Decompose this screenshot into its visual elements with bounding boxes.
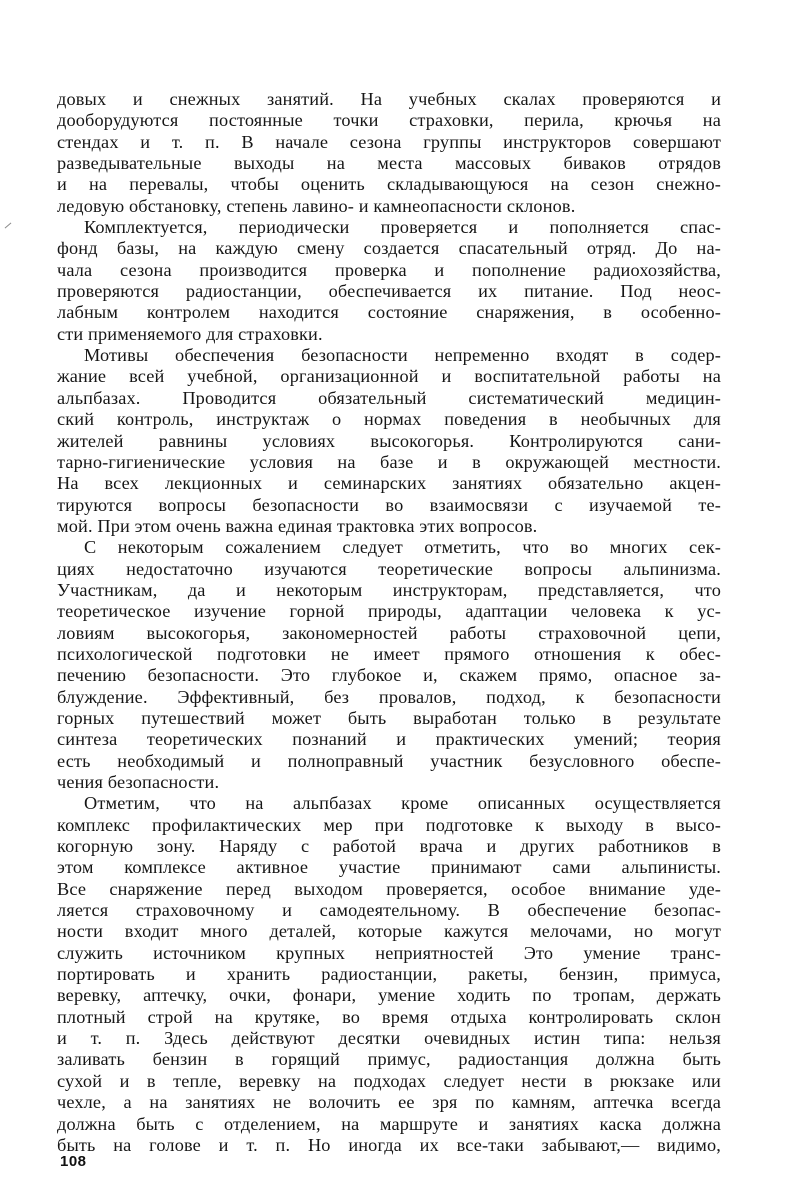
page-number: 108 bbox=[60, 1153, 87, 1170]
text-line: тируются вопросы безопасности во взаимосвязи с изучаемой те- bbox=[57, 494, 721, 515]
text-line: лабным контролем находится состояние снаряжения, в особенно- bbox=[57, 302, 721, 323]
text-line: Участникам, да и некоторым инструкторам, представляется, что bbox=[57, 579, 721, 600]
text-line: альпбазах. Проводится обязательный систематический медицин- bbox=[57, 387, 721, 408]
paragraph bbox=[57, 345, 721, 537]
text-line: этом комплексе активное участие принимают сами альпинисты. bbox=[57, 857, 721, 878]
text-line: блуждение. Эффективный, без провалов, подход, к безопасности bbox=[57, 686, 721, 707]
margin-pencil-mark bbox=[5, 223, 12, 229]
text-line: ляется страховочному и самодеятельному. В обеспечение безопас- bbox=[57, 900, 721, 921]
text-line: На всех лекционных и семинарских занятиях обязательно акцен- bbox=[57, 473, 721, 494]
text-line: когорную зону. Наряду с работой врача и других работников в bbox=[57, 836, 721, 857]
text-line: проверяются радиостанции, обеспечивается их питание. Под неос- bbox=[57, 281, 721, 302]
text-line: психологической подготовки не имеет прямого отношения к обес- bbox=[57, 643, 721, 664]
paragraph bbox=[57, 89, 721, 217]
text-line: плотный строй на крутяке, во время отдыха контролировать склон bbox=[57, 1006, 721, 1027]
text-line: тарно-гигиенические условия на базе и в окружающей местности. bbox=[57, 451, 721, 472]
text-line: веревку, аптечку, очки, фонари, умение ходить по тропам, держать bbox=[57, 985, 721, 1006]
text-line: жителей равнины условиях высокогорья. Контролируются сани- bbox=[57, 430, 721, 451]
text-line: С некоторым сожалением следует отметить, что во многих сек- bbox=[84, 537, 721, 558]
text-line: чала сезона производится проверка и пополнение радиохозяйства, bbox=[57, 259, 721, 280]
text-line: комплекс профилактических мер при подготовке к выходу в высо- bbox=[57, 814, 721, 835]
text-line: Комплектуется, периодически проверяется и пополняется спас- bbox=[84, 217, 721, 238]
text-line: сти применяемого для страховки. bbox=[57, 323, 323, 344]
text-line: есть необходимый и полноправный участник безусловного обеспе- bbox=[57, 750, 721, 771]
paragraph bbox=[57, 793, 721, 1156]
text-line: чения безопасности. bbox=[57, 772, 220, 792]
text-line: жание всей учебной, организационной и воспитательной работы на bbox=[57, 366, 721, 387]
text-line: стендах и т. п. В начале сезона группы инструкторов совершают bbox=[57, 131, 721, 152]
text-line: ский контроль, инструктаж о нормах поведения в необычных для bbox=[57, 409, 721, 430]
text-line: мой. При этом очень важна единая трактовка этих вопросов. bbox=[57, 515, 538, 536]
text-line: синтеза теоретических познаний и практических умений; теория bbox=[57, 729, 721, 750]
paragraph bbox=[57, 217, 721, 345]
text-line: ности входит много деталей, которые кажутся мелочами, но могут bbox=[57, 921, 721, 942]
text-line: циях недостаточно изучаются теоретические вопросы альпинизма. bbox=[57, 558, 721, 579]
text-line: служить источником крупных неприятностей Это умение транс- bbox=[57, 942, 721, 963]
text-line: ледовую обстановку, степень лавино- и камнеопасности склонов. bbox=[57, 195, 576, 216]
text-line: разведывательные выходы на места массовых биваков отрядов bbox=[57, 153, 721, 174]
text-line: горных путешествий может быть выработан только в результате bbox=[57, 707, 721, 728]
text-line: должна быть с отделением, на маршруте и занятиях каска должна bbox=[57, 1113, 721, 1134]
text-line: довых и снежных занятий. На учебных скалах проверяются и bbox=[57, 89, 721, 109]
text-line: ловиям высокогорья, закономерностей работы страховочной цепи, bbox=[57, 622, 721, 643]
text-line: сухой и в тепле, веревку на подходах следует нести в рюкзаке или bbox=[57, 1070, 721, 1091]
text-line: Отметим, что на альпбазах кроме описанных осуществляется bbox=[84, 793, 721, 814]
text-line: Все снаряжение перед выходом проверяется, особое внимание уде- bbox=[57, 878, 721, 899]
text-line: и т. п. Здесь действуют десятки очевидных истин типа: нельзя bbox=[57, 1028, 721, 1049]
text-line: и на перевалы, чтобы оценить складывающуюся на сезон снежно- bbox=[57, 174, 721, 195]
text-line: фонд базы, на каждую смену создается спасательный отряд. До на- bbox=[57, 238, 721, 259]
page-body-text bbox=[57, 89, 721, 1156]
paragraph bbox=[57, 537, 721, 793]
text-line: заливать бензин в горящий примус, радиостанция должна быть bbox=[57, 1049, 721, 1070]
text-line: чехле, а на занятиях не волочить ее зря по камням, аптечка всегда bbox=[57, 1092, 721, 1113]
text-line: печению безопасности. Это глубокое и, скажем прямо, опасное за- bbox=[57, 665, 721, 686]
text-line: дооборудуются постоянные точки страховки, перила, крючья на bbox=[57, 110, 721, 131]
text-line: портировать и хранить радиостанции, ракеты, бензин, примуса, bbox=[57, 964, 721, 985]
text-line: Мотивы обеспечения безопасности непременно входят в содер- bbox=[84, 345, 721, 366]
text-line: теоретическое изучение горной природы, адаптации человека к ус- bbox=[57, 601, 721, 622]
text-line: быть на голове и т. п. Но иногда их все-таки забывают,— видимо, bbox=[57, 1134, 721, 1155]
